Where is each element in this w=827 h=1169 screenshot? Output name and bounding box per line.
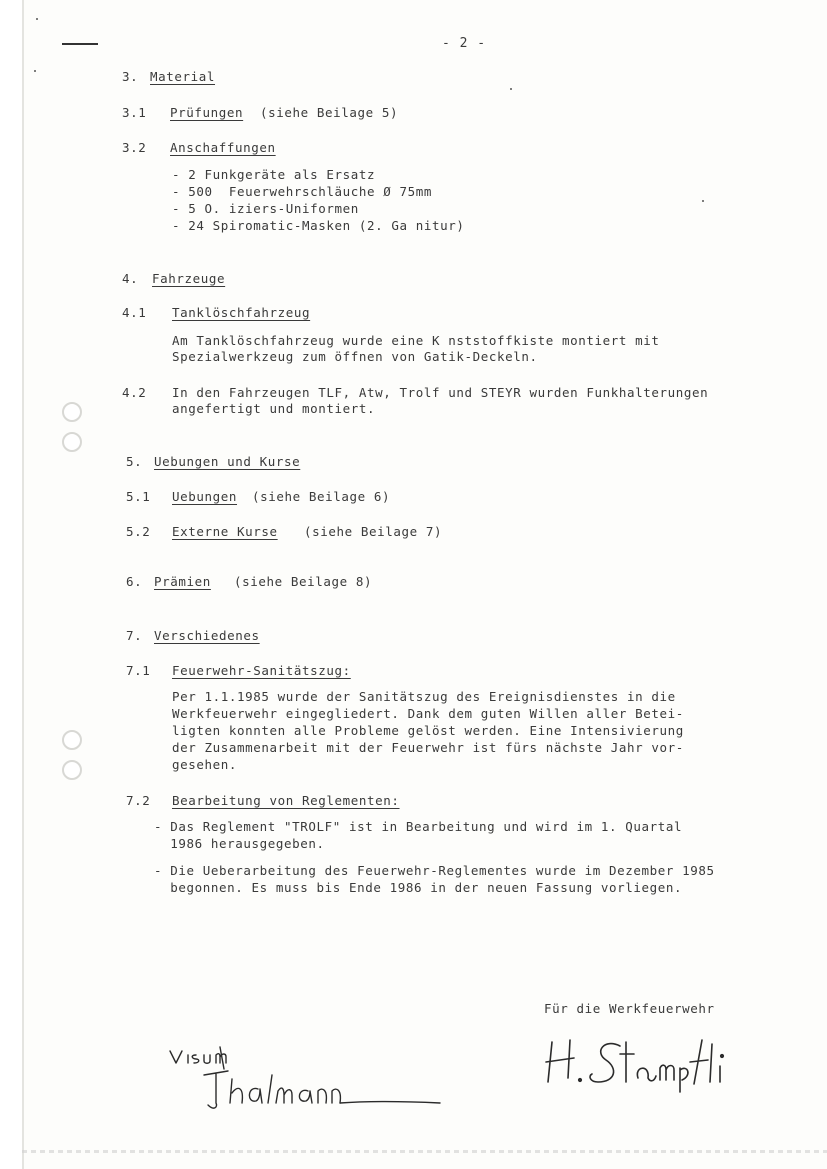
paragraph-line: ligten konnten alle Probleme gelöst werden. Eine Intensivierung: [172, 723, 684, 738]
section-7-1-number: 7.1: [126, 663, 151, 678]
paragraph-line: gesehen.: [172, 757, 238, 772]
section-5-1-note: (siehe Beilage 6): [252, 489, 391, 504]
section-7-number: 7.: [126, 628, 143, 643]
bullet-line: - Die Ueberarbeitung des Feuerwehr-Reglementes wurde im Dezember 1985: [154, 863, 715, 878]
section-3-2-number: 3.2: [122, 140, 147, 155]
section-5-1-number: 5.1: [126, 489, 151, 504]
section-5-2-title: Externe Kurse: [172, 524, 278, 539]
speck: [510, 88, 512, 90]
section-3-1-title: Prüfungen: [170, 105, 244, 120]
list-item: - 5 O. iziers-Uniformen: [172, 201, 359, 216]
section-6-note: (siehe Beilage 8): [234, 574, 373, 589]
section-4-number: 4.: [122, 271, 139, 286]
section-5-1-title: Uebungen: [172, 489, 238, 504]
bullet-line: 1986 herausgegeben.: [154, 836, 325, 851]
punch-hole: [62, 402, 82, 422]
section-3-1-number: 3.1: [122, 105, 147, 120]
section-7-2-number: 7.2: [126, 793, 151, 808]
speck: [702, 200, 704, 202]
section-5-2-number: 5.2: [126, 524, 151, 539]
section-3-number: 3.: [122, 69, 139, 84]
paragraph-line: Am Tanklöschfahrzeug wurde eine K nststoffkiste montiert mit: [172, 333, 660, 348]
section-5-number: 5.: [126, 454, 143, 469]
handwritten-signature-image: [542, 1030, 742, 1090]
paragraph-line: Per 1.1.1985 wurde der Sanitätszug des Ereignisdienstes in die: [172, 689, 676, 704]
page-number: - 2 -: [442, 36, 487, 51]
paragraph-line: Spezialwerkzeug zum öffnen von Gatik-Deckeln.: [172, 349, 538, 364]
section-4-1-number: 4.1: [122, 305, 147, 320]
section-3-1-note: (siehe Beilage 5): [260, 105, 399, 120]
section-4-2-number: 4.2: [122, 385, 147, 400]
section-4-heading: Fahrzeuge: [152, 271, 226, 286]
section-6-number: 6.: [126, 574, 143, 589]
punch-hole: [62, 432, 82, 452]
bullet-line: begonnen. Es muss bis Ende 1986 in der neuen Fassung vorliegen.: [154, 880, 683, 895]
paragraph-line: In den Fahrzeugen TLF, Atw, Trolf und STEYR wurden Funkhalterungen: [172, 385, 709, 400]
visum-label: [172, 1047, 213, 1065]
bullet-line: - Das Reglement "TROLF" ist in Bearbeitung und wird im 1. Quartal: [154, 819, 683, 834]
signature-caption: Für die Werkfeuerwehr: [544, 1001, 715, 1016]
paragraph-line: Werkfeuerwehr eingegliedert. Dank dem guten Willen aller Betei-: [172, 706, 684, 721]
paragraph-line: der Zusammenarbeit mit der Feuerwehr ist fürs nächste Jahr vor-: [172, 740, 684, 755]
section-7-1-title: Feuerwehr-Sanitätszug:: [172, 663, 351, 678]
speck: [36, 18, 38, 20]
punch-hole: [62, 760, 82, 780]
paragraph-line: angefertigt und montiert.: [172, 401, 376, 416]
list-item: - 2 Funkgeräte als Ersatz: [172, 167, 376, 182]
list-item: - 24 Spiromatic-Masken (2. Ga nitur): [172, 218, 465, 233]
section-3-heading: Material: [150, 69, 216, 84]
section-3-2-title: Anschaffungen: [170, 140, 276, 155]
list-item: - 500 Feuerwehrschläuche Ø 75mm: [172, 184, 433, 199]
section-5-heading: Uebungen und Kurse: [154, 454, 301, 469]
section-7-heading: Verschiedenes: [154, 628, 260, 643]
section-4-1-title: Tanklöschfahrzeug: [172, 305, 311, 320]
scan-bottom-edge: [22, 1150, 827, 1153]
section-7-2-title: Bearbeitung von Reglementen:: [172, 793, 400, 808]
punch-hole: [62, 730, 82, 750]
speck: [34, 70, 36, 72]
section-6-heading: Prämien: [154, 574, 211, 589]
margin-mark: [62, 43, 98, 45]
document-page: [22, 0, 827, 1169]
section-5-2-note: (siehe Beilage 7): [304, 524, 443, 539]
